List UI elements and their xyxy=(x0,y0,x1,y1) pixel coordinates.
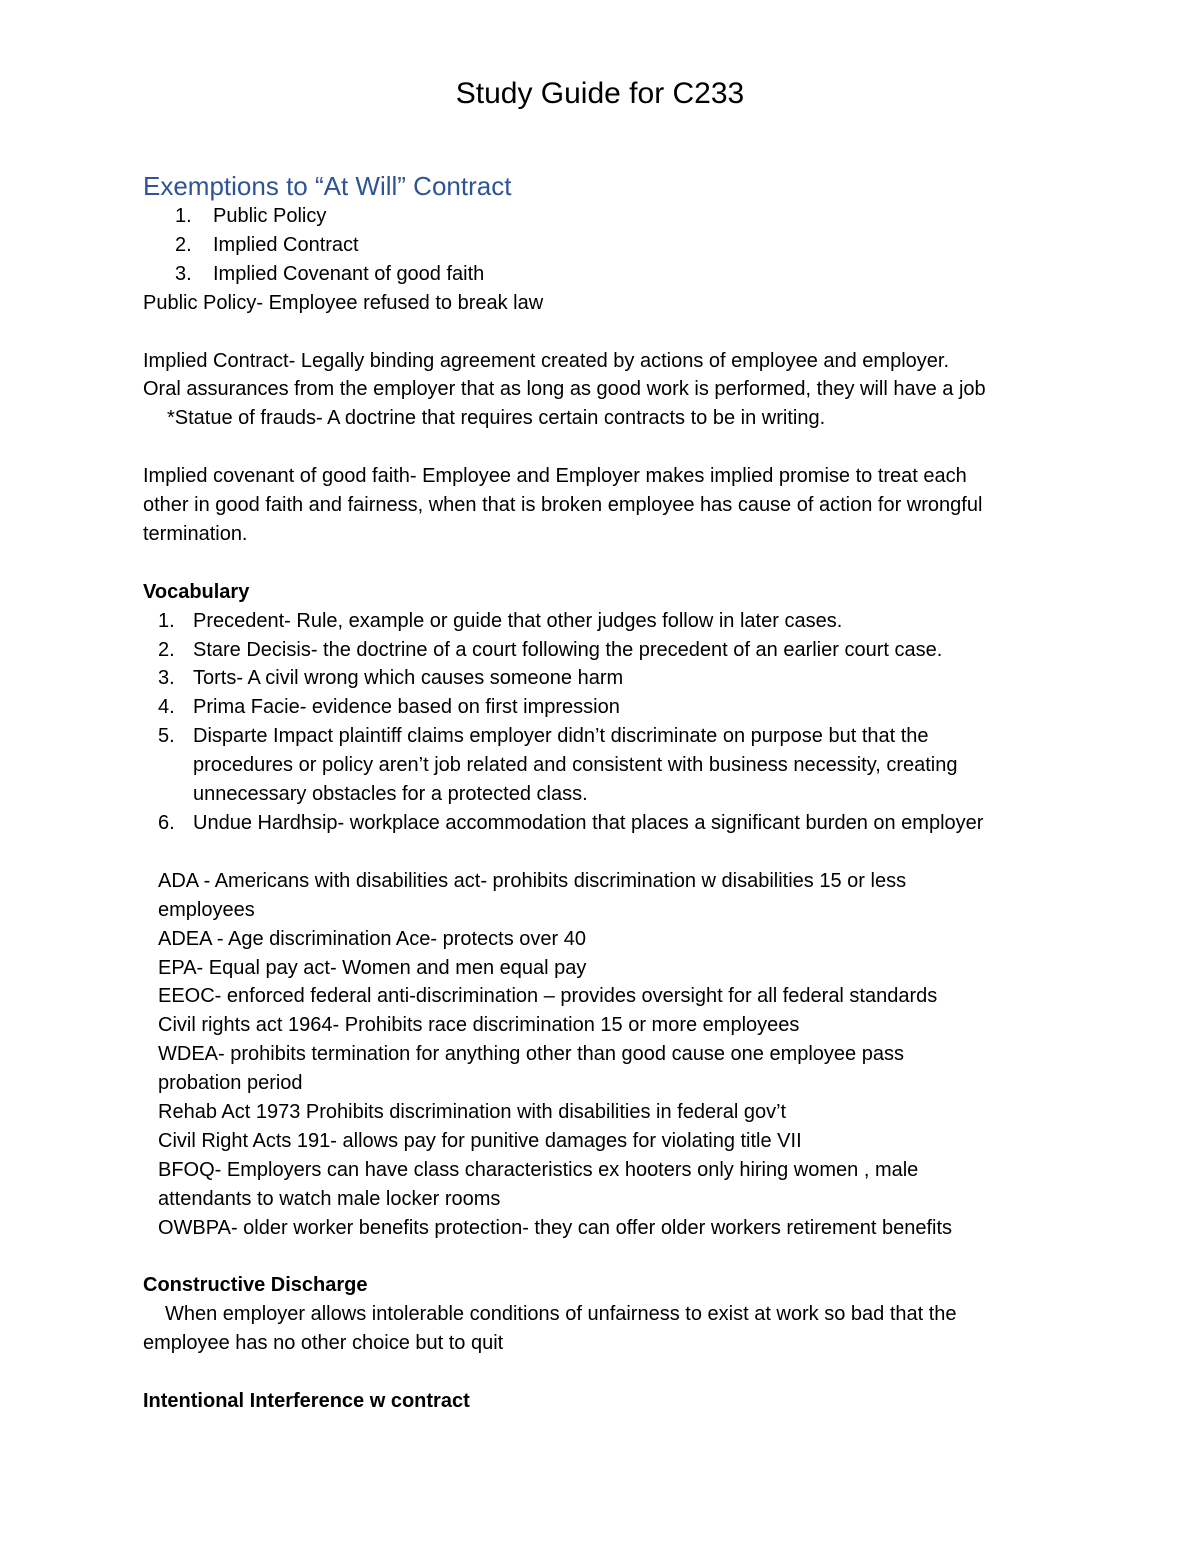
list-item: 3. Implied Covenant of good faith xyxy=(175,262,485,285)
implied-contract-text: Implied Contract- Legally binding agreement created by actions of employee and employer. xyxy=(143,349,950,372)
list-item: EEOC- enforced federal anti-discrimination – provides oversight for all federal standards xyxy=(158,985,938,1008)
list-item: attendants to watch male locker rooms xyxy=(158,1187,501,1210)
public-policy-text: Public Policy- Employee refused to break law xyxy=(143,291,544,314)
list-item: 2. Implied Contract xyxy=(175,233,359,256)
list-item: Civil rights act 1964- Prohibits race discrimination 15 or more employees xyxy=(158,1014,800,1037)
list-item: Civil Right Acts 191- allows pay for punitive damages for violating title VII xyxy=(158,1129,802,1152)
list-item: OWBPA- older worker benefits protection- they can offer older workers retirement benefits xyxy=(158,1216,953,1239)
page-title: Study Guide for C233 xyxy=(455,77,745,110)
covenant-text-2: other in good faith and fairness, when that is broken employee has cause of action for wrongful xyxy=(143,494,983,517)
list-item: employees xyxy=(158,898,255,921)
vocabulary-list xyxy=(143,607,1083,838)
list-item: BFOQ- Employers can have class characteristics ex hooters only hiring women , male xyxy=(158,1158,919,1181)
exemptions-heading: Exemptions to “At Will” Contract xyxy=(143,171,512,201)
list-item: Rehab Act 1973 Prohibits discrimination with disabilities in federal gov’t xyxy=(158,1101,787,1124)
list-item: 4. Prima Facie- evidence based on first impression xyxy=(158,696,620,719)
list-item: ADA - Americans with disabilities act- prohibits discrimination w disabilities 15 or less xyxy=(158,869,907,892)
vocabulary-heading: Vocabulary xyxy=(143,580,250,603)
covenant-text-3: termination. xyxy=(143,522,248,545)
constructive-discharge-heading: Constructive Discharge xyxy=(143,1274,368,1297)
list-item: WDEA- prohibits termination for anything other than good cause one employee pass xyxy=(158,1043,904,1066)
list-item: probation period xyxy=(158,1072,303,1095)
list-item: 1. Precedent- Rule, example or guide that other judges follow in later cases. xyxy=(158,609,843,632)
constructive-discharge-text-2: employee has no other choice but to quit xyxy=(143,1332,504,1355)
list-item: EPA- Equal pay act- Women and men equal pay xyxy=(158,956,587,979)
list-item: ADEA - Age discrimination Ace- protects over 40 xyxy=(158,927,586,950)
list-item: 3. Torts- A civil wrong which causes someone harm xyxy=(158,667,624,690)
implied-contract-text-2: Oral assurances from the employer that as long as good work is performed, they will have a job xyxy=(143,378,986,401)
document-body xyxy=(143,168,1083,1416)
list-item: 5. Disparte Impact plaintiff claims employer didn’t discriminate on purpose but that the procedures or policy aren’t job related and consistent with business necessity, creating unnecessary obstacles for a protected class. xyxy=(158,725,958,806)
list-item: 1. Public Policy xyxy=(175,205,327,227)
acronyms-list xyxy=(143,867,1083,1243)
list-item: 2. Stare Decisis- the doctrine of a court following the precedent of an earlier court case. xyxy=(158,638,943,661)
statue-of-frauds-note: *Statue of frauds- A doctrine that requires certain contracts to be in writing. xyxy=(167,407,826,430)
exemptions-list xyxy=(143,202,1083,289)
list-item: 6. Undue Hardhsip- workplace accommodation that places a significant burden on employer xyxy=(158,811,984,834)
constructive-discharge-text: When employer allows intolerable conditions of unfairness to exist at work so bad that the xyxy=(165,1303,957,1326)
covenant-text: Implied covenant of good faith- Employee and Employer makes implied promise to treat each xyxy=(143,465,967,488)
intentional-interference-heading: Intentional Interference w contract xyxy=(143,1390,470,1413)
